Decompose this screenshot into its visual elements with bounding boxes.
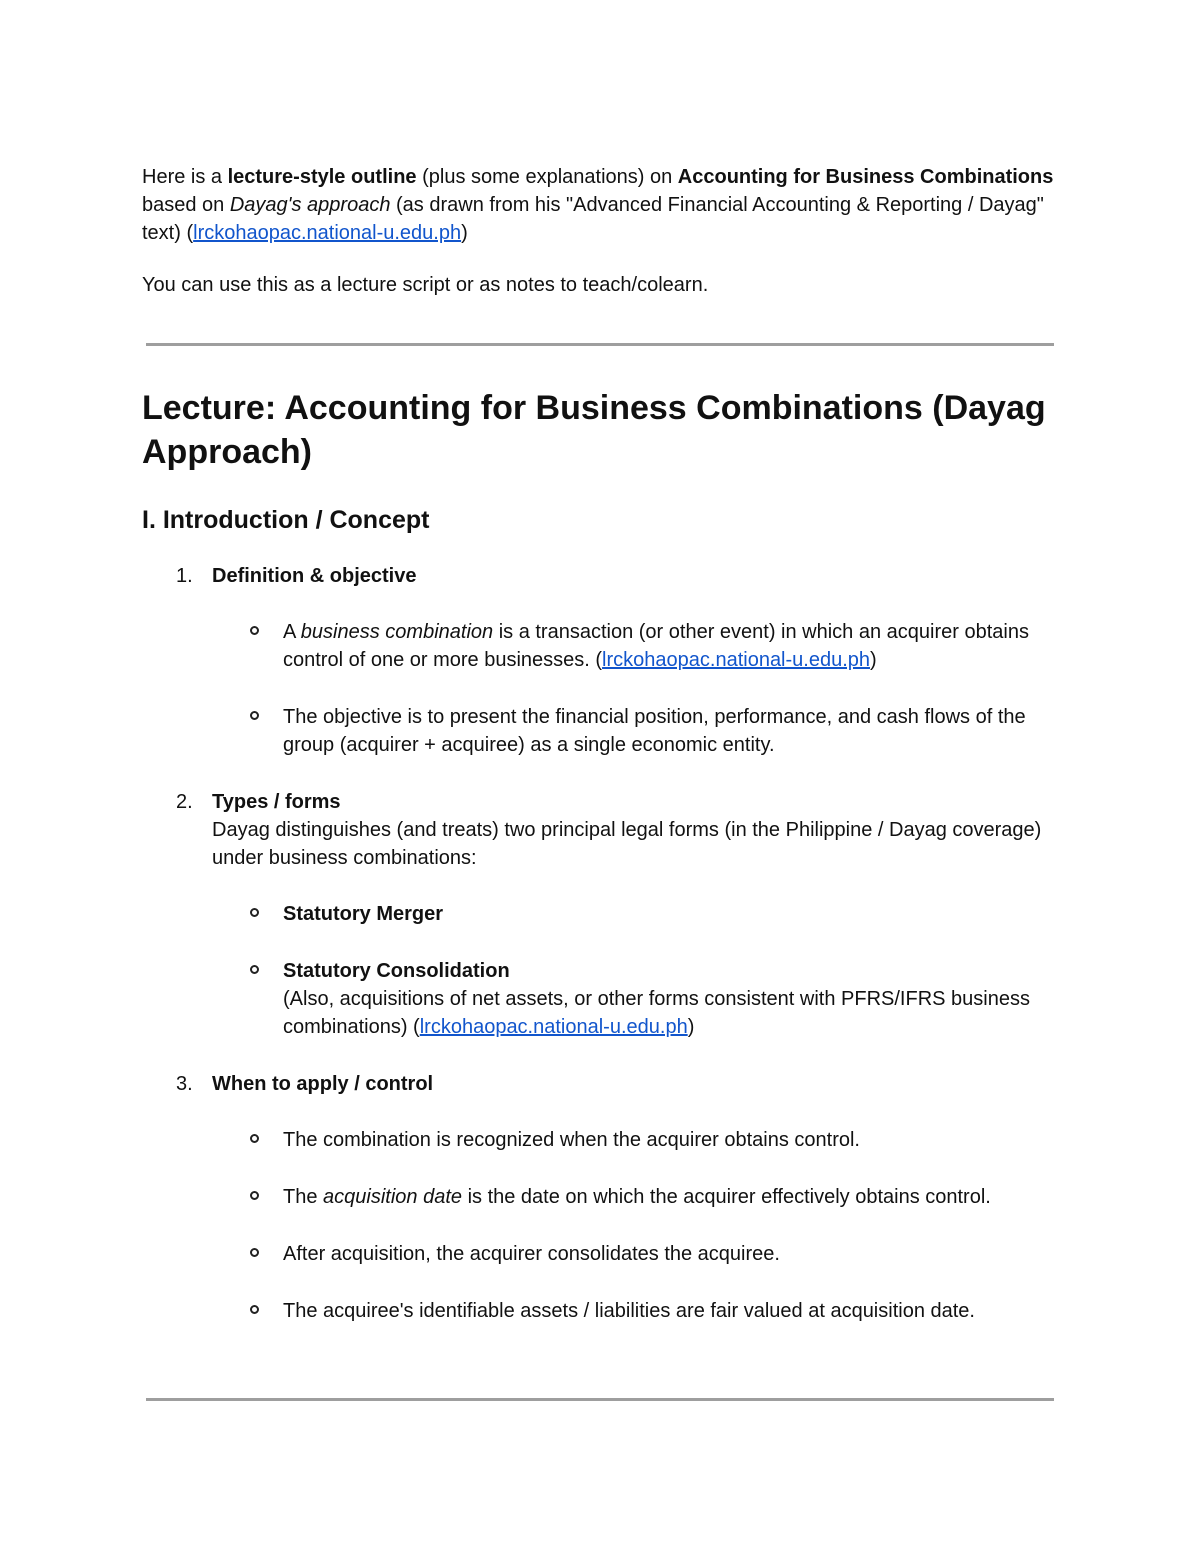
hollow-bullet-icon bbox=[250, 908, 259, 917]
sub-list bbox=[212, 900, 1062, 1041]
intro-italic-text: Dayag's approach bbox=[229, 194, 391, 216]
sub-list-item bbox=[212, 1297, 1062, 1325]
section-heading: I. Introduction / Concept bbox=[142, 506, 430, 534]
list-item bbox=[142, 1070, 1062, 1325]
intro-text: ) bbox=[461, 222, 468, 244]
hollow-bullet-icon bbox=[250, 1305, 259, 1314]
intro-paragraph bbox=[142, 163, 1058, 247]
source-link[interactable]: lrckohaopac.national-u.edu.ph bbox=[193, 222, 462, 244]
list-item bbox=[142, 788, 1062, 1041]
sub-text: is a transaction (or other event) in which an acquirer obtains control of one or more businesses. ( bbox=[283, 621, 1029, 671]
sub-text: The objective is to present the financial position, performance, and cash flows of the group (acquirer + acquiree) as a single economic entity. bbox=[283, 706, 1026, 756]
intro-text: Here is a bbox=[142, 166, 228, 188]
intro-bold-text: Accounting for Business Combinations bbox=[677, 166, 1054, 188]
item-number: 3. bbox=[176, 1073, 193, 1095]
sub-list-item bbox=[212, 1183, 1062, 1211]
outline-list bbox=[142, 562, 1062, 1354]
sub-italic-text: business combination bbox=[300, 621, 494, 643]
usage-note: You can use this as a lecture script or as notes to teach/colearn. bbox=[142, 274, 709, 296]
sub-text: ) bbox=[687, 1016, 695, 1038]
lecture-title: Lecture: Accounting for Business Combinations (Dayag Approach) bbox=[142, 389, 1046, 471]
sub-text: ) bbox=[870, 649, 877, 671]
sub-list-item bbox=[212, 957, 1062, 1041]
sub-text: is the date on which the acquirer effectively obtains control. bbox=[462, 1186, 991, 1208]
sub-list-item bbox=[212, 703, 1062, 759]
sub-list bbox=[212, 618, 1062, 759]
sub-list bbox=[212, 1126, 1062, 1325]
item-heading: Definition & objective bbox=[212, 565, 417, 587]
hollow-bullet-icon bbox=[250, 711, 259, 720]
hollow-bullet-icon bbox=[250, 1248, 259, 1257]
item-heading: When to apply / control bbox=[212, 1073, 434, 1095]
sub-list-item bbox=[212, 1240, 1062, 1268]
sub-text: A bbox=[283, 621, 301, 643]
item-heading: Types / forms bbox=[212, 791, 341, 813]
intro-text: (plus some explanations) on bbox=[416, 166, 678, 188]
hollow-bullet-icon bbox=[250, 1191, 259, 1200]
item-number: 2. bbox=[176, 791, 193, 813]
hollow-bullet-icon bbox=[250, 965, 259, 974]
source-link[interactable]: lrckohaopac.national-u.edu.ph bbox=[602, 649, 871, 671]
horizontal-divider bbox=[146, 1398, 1054, 1401]
sub-list-item bbox=[212, 1126, 1062, 1154]
item-number: 1. bbox=[176, 565, 193, 587]
sub-italic-text: acquisition date bbox=[323, 1186, 463, 1208]
sub-text: The acquiree's identifiable assets / liabilities are fair valued at acquisition date. bbox=[283, 1300, 975, 1322]
item-description: Dayag distinguishes (and treats) two principal legal forms (in the Philippine / Dayag coverage) under business combinations: bbox=[212, 819, 1042, 869]
hollow-bullet-icon bbox=[250, 1134, 259, 1143]
source-link[interactable]: lrckohaopac.national-u.edu.ph bbox=[419, 1016, 688, 1038]
sub-text: After acquisition, the acquirer consolidates the acquiree. bbox=[283, 1243, 780, 1265]
sub-list-item bbox=[212, 900, 1062, 928]
sub-list-item bbox=[212, 618, 1062, 674]
intro-text: (as drawn from his "Advanced Financial Accounting & Reporting / Dayag" text) ( bbox=[142, 194, 1044, 244]
sub-bold-text: Statutory Merger bbox=[283, 903, 444, 925]
sub-text: (Also, acquisitions of net assets, or other forms consistent with PFRS/IFRS business combinations) ( bbox=[283, 988, 1030, 1038]
hollow-bullet-icon bbox=[250, 626, 259, 635]
intro-bold-text: lecture-style outline bbox=[227, 166, 417, 188]
intro-block bbox=[142, 163, 1058, 299]
horizontal-divider bbox=[146, 343, 1054, 346]
sub-text: The combination is recognized when the acquirer obtains control. bbox=[283, 1129, 860, 1151]
intro-text: based on bbox=[142, 194, 230, 216]
list-item bbox=[142, 562, 1062, 759]
sub-bold-text: Statutory Consolidation bbox=[283, 960, 510, 982]
sub-text: The bbox=[283, 1186, 324, 1208]
